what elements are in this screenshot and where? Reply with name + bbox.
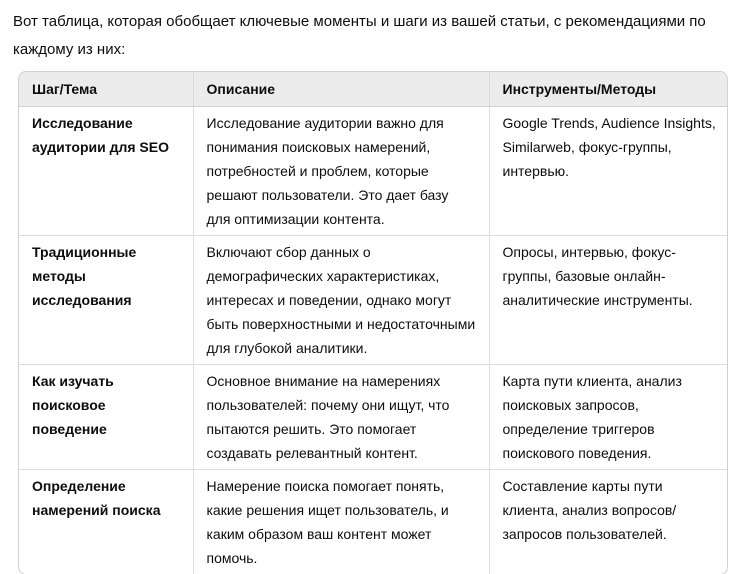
tools-cell: Опросы, интервью, фокус-группы, базовые онлайн-аналитические инструменты. — [489, 235, 728, 364]
intro-text: Вот таблица, которая обобщает ключевые моменты и шаги из вашей статьи, с рекомендациями по каждому из них: — [13, 13, 706, 58]
table-row — [19, 469, 728, 574]
column-header-tools: Инструменты/Методы — [489, 72, 728, 106]
table-row — [19, 106, 728, 235]
topic-cell: Определение намерений поиска — [19, 469, 193, 574]
table-row — [19, 364, 728, 469]
column-header-description: Описание — [193, 72, 489, 106]
tools-cell: Google Trends, Audience Insights, Similarweb, фокус-группы, интервью. — [489, 106, 728, 235]
topic-cell: Исследование аудитории для SEO — [32, 114, 169, 155]
description-cell: Включают сбор данных о демографических характеристиках, интересах и поведении, однако могут быть поверхностными и недостаточными для глубокой аналитики. — [193, 235, 489, 364]
description-cell: Основное внимание на намерениях пользователей: почему они ищут, что пытаются решить. Это помогает создавать релевантный контент. — [193, 364, 489, 469]
description-cell: Исследование аудитории важно для понимания поисковых намерений, потребностей и проблем, которые решают пользователи. Это дает базу для оптимизации контента. — [193, 106, 489, 235]
topic-cell: Традиционные методы исследования — [19, 235, 193, 364]
table-row — [19, 235, 728, 364]
summary-table — [18, 71, 728, 574]
topic-cell: Как изучать поисковое поведение — [19, 364, 193, 469]
description-cell: Намерение поиска помогает понять, какие решения ищет пользователь, и каким образом ваш контент может помочь. — [193, 469, 489, 574]
table-header-row — [19, 72, 728, 106]
tools-cell: Составление карты пути клиента, анализ вопросов/запросов пользователей. — [489, 469, 728, 574]
column-header-topic: Шаг/Тема — [19, 72, 193, 106]
tools-cell: Карта пути клиента, анализ поисковых запросов, определение триггеров поискового поведения. — [489, 364, 728, 469]
summary-table-grid — [19, 72, 728, 574]
